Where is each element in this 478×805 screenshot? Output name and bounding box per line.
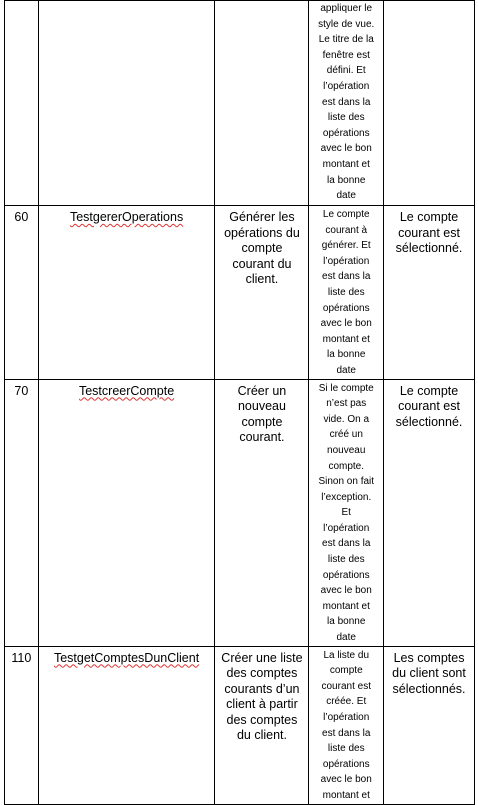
test-description-cell: Générer les opérations du compte courant du client. bbox=[215, 206, 309, 380]
test-description-cell: Créer un nouveau compte courant. bbox=[215, 379, 309, 646]
test-id-cell: 110 bbox=[5, 646, 39, 804]
test-description-cell bbox=[215, 1, 309, 206]
test-name-cell: TestgererOperations bbox=[38, 206, 215, 380]
test-assertion-cell: Le compte courant à générer. Et l’opération est dans la liste des opérations avec le bon montant et la bonne date bbox=[309, 206, 384, 380]
test-precondition-cell: Le compte courant est sélectionné. bbox=[384, 206, 475, 380]
test-name-cell bbox=[38, 1, 215, 206]
test-assertion-cell: appliquer le style de vue. Le titre de la fenêtre est défini. Et l’opération est dans la liste des opérations avec le bon montant et la bonne date bbox=[309, 1, 384, 206]
table-row bbox=[5, 1, 475, 206]
test-assertion-cell: Si le compte n’est pas vide. On a créé un nouveau compte. Sinon on fait l’exception. Et l’opération est dans la liste des opérations avec le bon montant et la bonne date bbox=[309, 379, 384, 646]
test-precondition-cell: Le compte courant est sélectionné. bbox=[384, 379, 475, 646]
test-id-cell: 70 bbox=[5, 379, 39, 646]
test-id-cell bbox=[5, 1, 39, 206]
table-row bbox=[5, 206, 475, 380]
table-row bbox=[5, 646, 475, 804]
test-id-cell: 60 bbox=[5, 206, 39, 380]
test-precondition-cell bbox=[384, 1, 475, 206]
test-name-cell: TestgetComptesDunClient bbox=[38, 646, 215, 804]
test-assertion-cell: La liste du compte courant est créée. Et l’opération est dans la liste des opérations avec le bon montant et bbox=[309, 646, 384, 804]
test-name-cell: TestcreerCompte bbox=[38, 379, 215, 646]
test-cases-table bbox=[4, 0, 475, 805]
table-row bbox=[5, 379, 475, 646]
test-precondition-cell: Les comptes du client sont sélectionnés. bbox=[384, 646, 475, 804]
test-description-cell: Créer une liste des comptes courants d’un client à partir des comptes du client. bbox=[215, 646, 309, 804]
